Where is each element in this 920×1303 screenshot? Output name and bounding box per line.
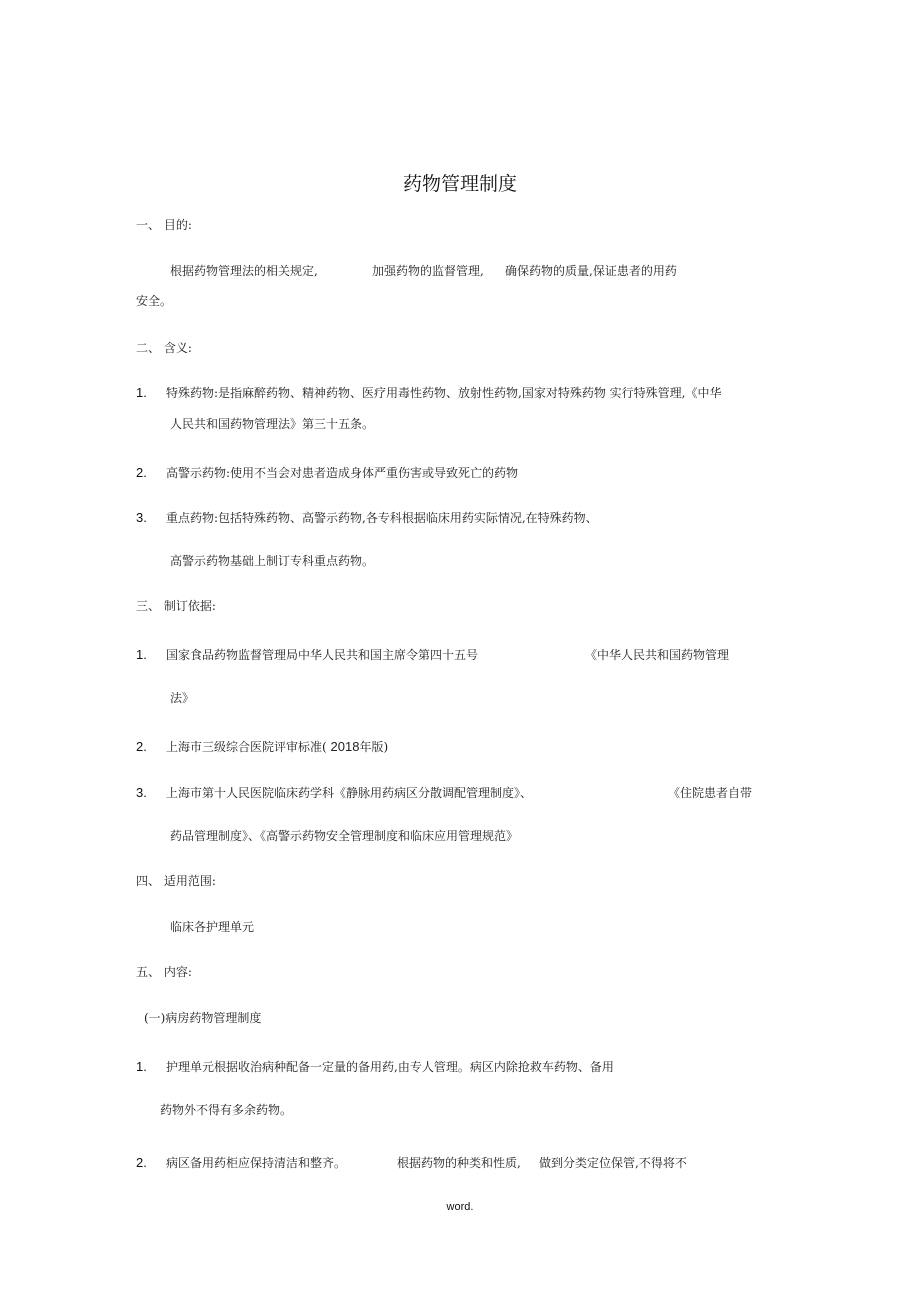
list-item-text: 上海市第十人民医院临床药学科《静脉用药病区分散调配管理制度》、: [166, 786, 533, 800]
list-item-text: 药物外不得有多余药物。: [160, 1103, 293, 1117]
list-item-number: 2.: [136, 465, 147, 480]
section-heading-content: 五、 内容:: [136, 965, 192, 979]
list-item-text: 国家食品药物监督管理局中华人民共和国主席令第四十五号: [166, 648, 479, 662]
list-item-text-part: 上海市三级综合医院评审标准(: [166, 740, 327, 754]
subsection-heading: (一)病房药物管理制度: [144, 1011, 262, 1025]
list-item-text: 法》: [170, 691, 195, 705]
list-item-number: 1.: [136, 647, 147, 662]
list-item-number: 1.: [136, 1059, 147, 1074]
list-item-text: 人民共和国药物管理法》第三十五条。: [170, 417, 375, 431]
list-item-text: 药品管理制度》、《高警示药物安全管理制度和临床应用管理规范》: [170, 829, 519, 843]
list-item-text: 做到分类定位保管,不得将不: [539, 1156, 687, 1170]
list-item-text: 高警示药物基础上制订专科重点药物。: [170, 554, 375, 568]
page-footer: word.: [446, 1201, 474, 1213]
document-title: 药物管理制度: [402, 173, 517, 195]
list-item-text: 护理单元根据收治病种配备一定量的备用药,由专人管理。病区内除抢救车药物、备用: [166, 1060, 614, 1074]
list-item-text: 高警示药物:使用不当会对患者造成身体严重伤害或导致死亡的药物: [166, 466, 519, 480]
list-item-text: 根据药物的种类和性质,: [397, 1156, 521, 1170]
paragraph-text: 安全。: [136, 294, 173, 308]
paragraph-text: 根据药物管理法的相关规定,: [170, 264, 318, 278]
list-item-text: 《住院患者自带: [668, 786, 753, 800]
section-heading-definitions: 二、 含义:: [136, 341, 192, 355]
list-item-number: 3.: [136, 785, 147, 800]
list-item-number: 1.: [136, 385, 147, 400]
list-item-text: 重点药物:包括特殊药物、高警示药物,各专科根据临床用药实际情况,在特殊药物、: [166, 511, 598, 525]
year-number: 2018: [330, 739, 360, 754]
list-item-text: [166, 739, 388, 755]
list-item-text: 病区备用药柜应保持清洁和整齐。: [166, 1156, 347, 1170]
list-item-number: 3.: [136, 510, 147, 525]
paragraph-text: 加强药物的监督管理,: [372, 264, 484, 278]
list-item-number: 2.: [136, 739, 147, 754]
list-item-number: 2.: [136, 1155, 147, 1170]
list-item-text: 《中华人民共和国药物管理: [585, 648, 730, 662]
section-heading-scope: 四、 适用范围:: [136, 874, 216, 888]
list-item-text-part: 年版): [359, 740, 389, 754]
paragraph-text: 临床各护理单元: [170, 920, 255, 934]
section-heading-purpose: 一、 目的:: [136, 218, 192, 232]
section-heading-basis: 三、 制订依据:: [136, 599, 216, 613]
paragraph-text: 确保药物的质量,保证患者的用药: [505, 264, 677, 278]
list-item-text: 特殊药物:是指麻醉药物、精神药物、医疗用毒性药物、放射性药物,国家对特殊药物 实行特殊管理,《中华: [166, 386, 722, 400]
